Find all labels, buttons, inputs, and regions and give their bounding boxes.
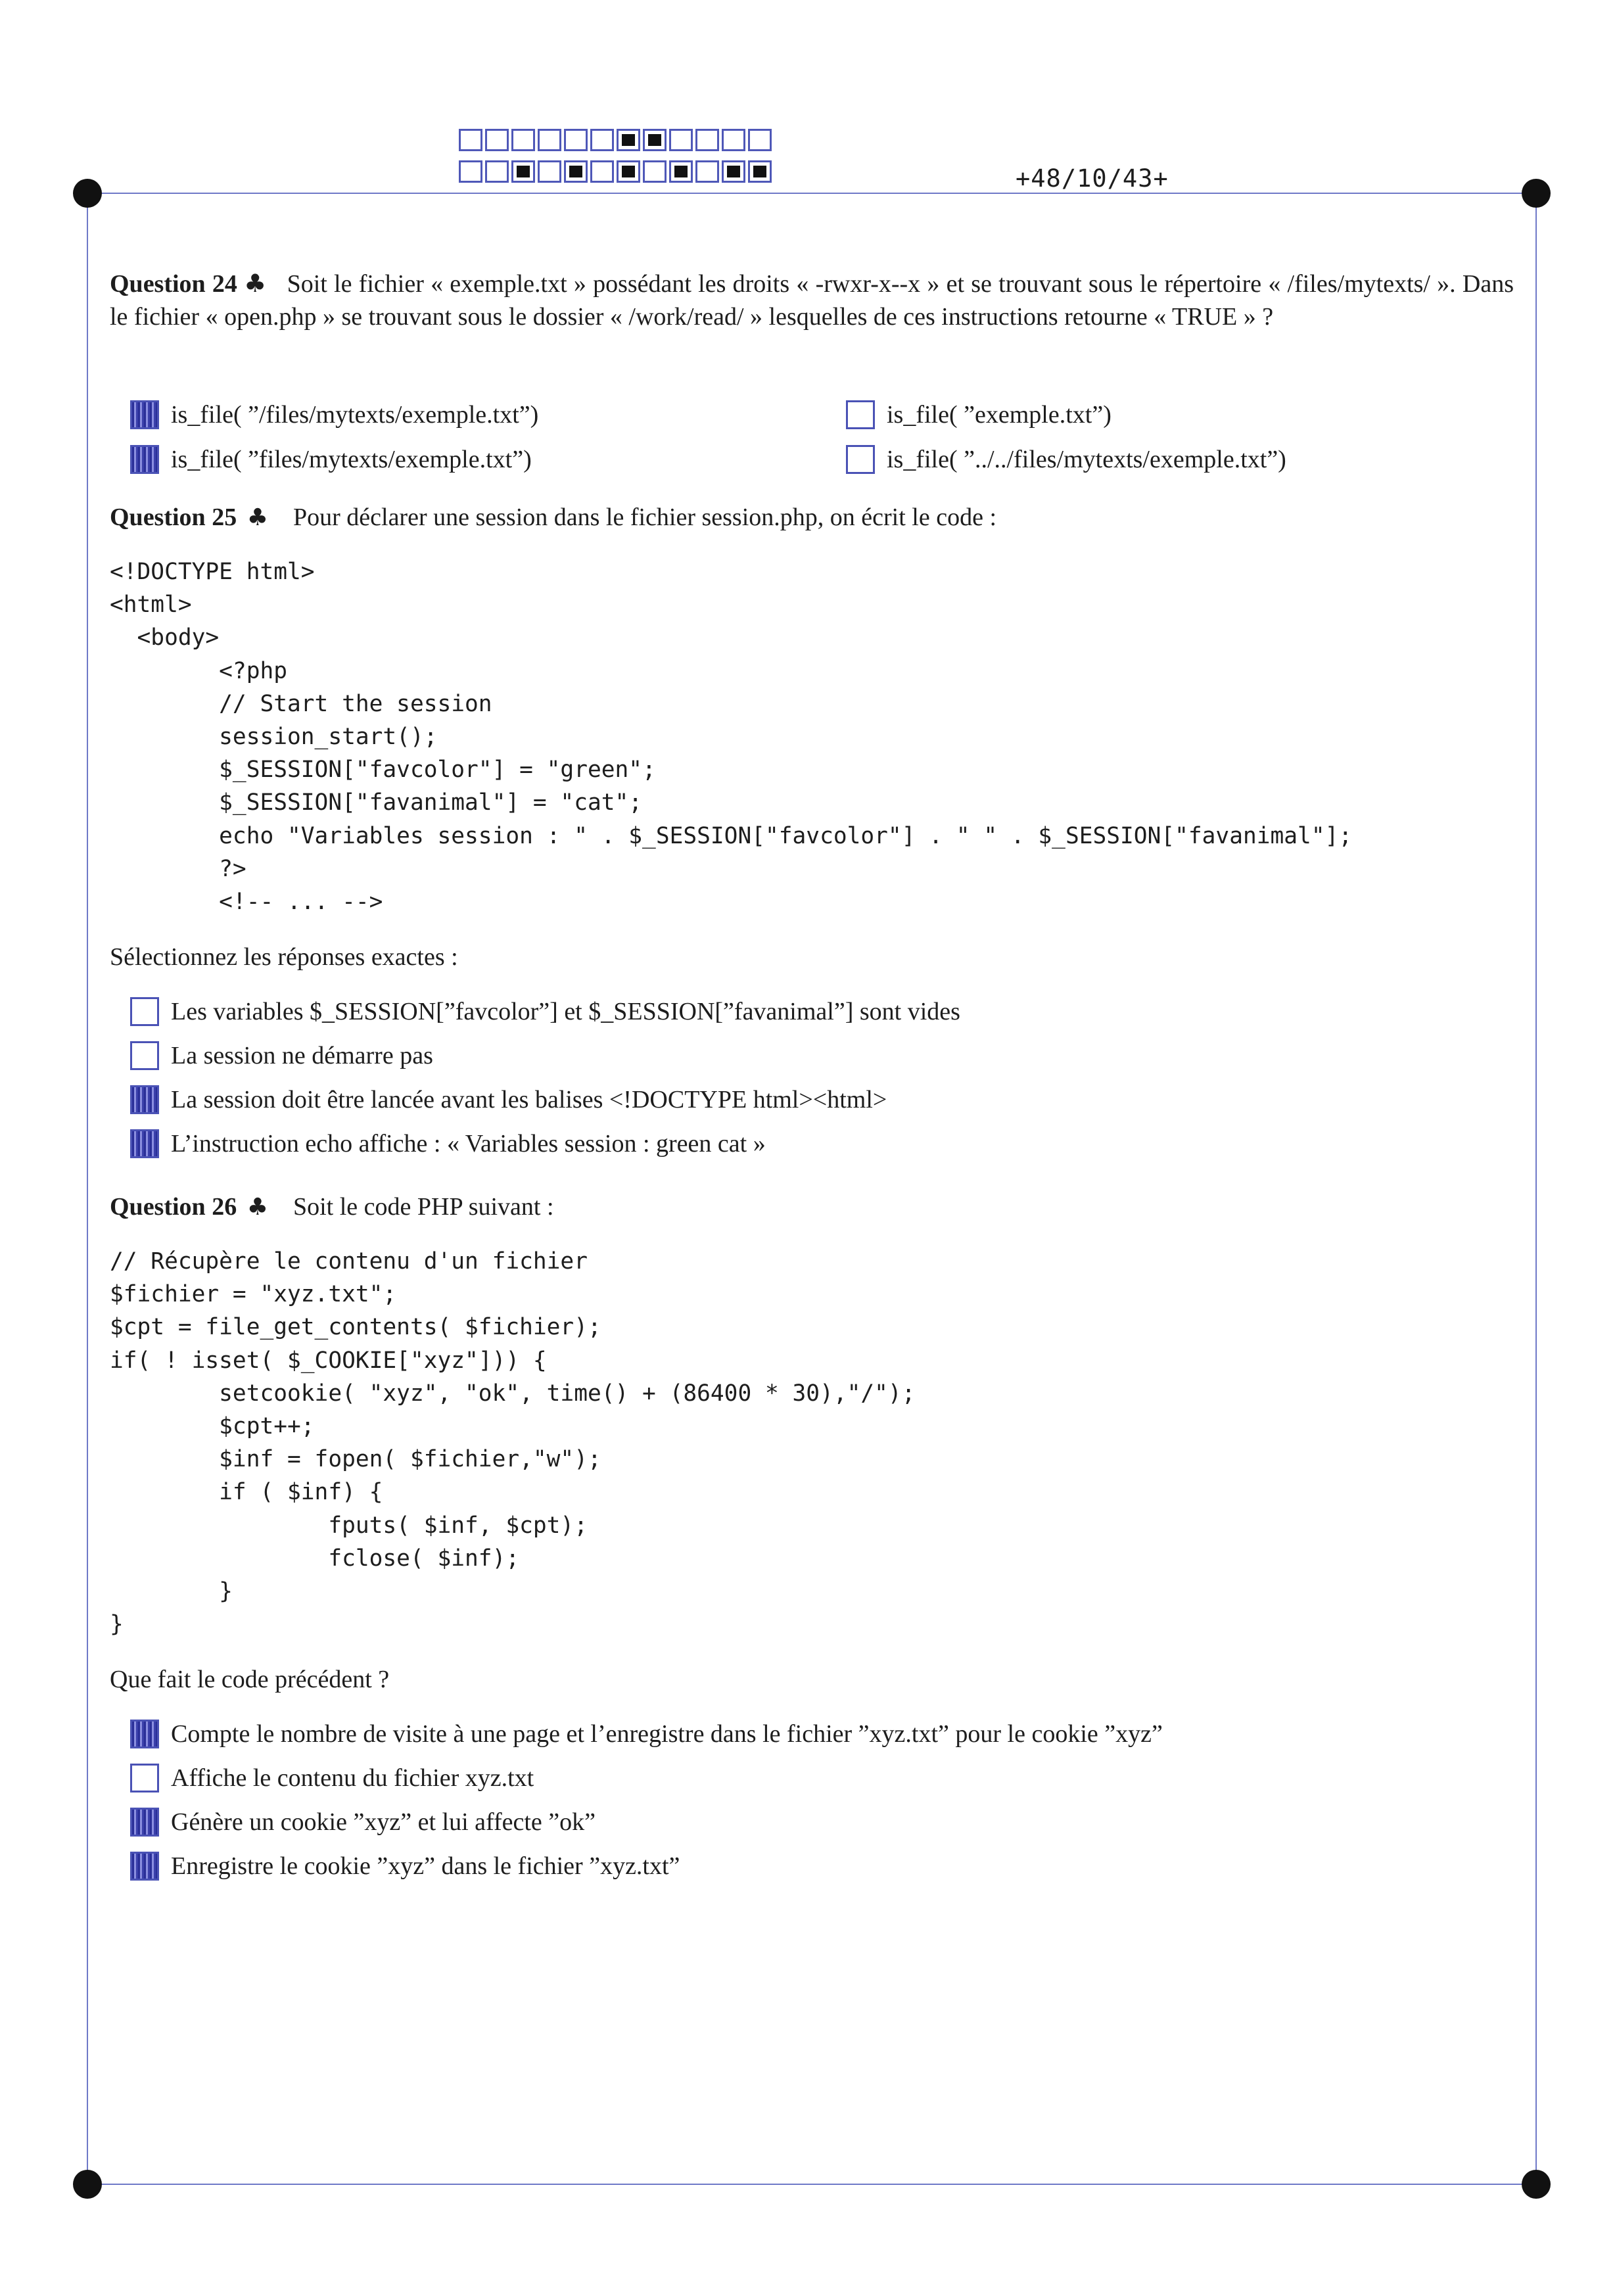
question-25-text: Pour déclarer une session dans le fichier session.php, on écrit le code : [293, 504, 996, 531]
question-24-text: Soit le fichier « exemple.txt » possédant les droits « -rwxr-x--x » et se trouvant sous le répertoire « /files/mytexts/ ». Dans le fichier « open.php » se trouvant sous le dossier « /work/read/ » lesquelles de ces instructions retourne « TRUE » ? [110, 270, 1514, 331]
question-25-heading [110, 501, 996, 534]
corner-mark-bottom-left [73, 2170, 102, 2199]
checkbox[interactable] [130, 1852, 159, 1881]
barcode-cell [722, 129, 745, 151]
checkbox[interactable] [130, 1129, 159, 1158]
barcode-cell [459, 129, 482, 151]
checkbox[interactable] [130, 400, 159, 429]
q25-option-3[interactable] [130, 1083, 887, 1116]
q26-option-1[interactable] [130, 1718, 1163, 1750]
q24-option-1[interactable] [130, 398, 538, 431]
question-25-number: Question 25 [110, 504, 237, 531]
barcode-cell [590, 129, 614, 151]
question-24-number: Question 24 [110, 270, 237, 298]
checkbox[interactable] [130, 1720, 159, 1748]
question-26-code: // Récupère le contenu d'un fichier $fichier = "xyz.txt"; $cpt = file_get_contents( $fichier); if( ! isset( $_COOKIE["xyz"])) { setcookie( "xyz", "ok", time() + (86400 * 30),"/"); $cpt++; $inf = fopen( $fichier,"w"); if ( $inf) { fputs( $inf, $cpt); fclose( $inf); } } [110, 1248, 916, 1638]
barcode-cell [617, 129, 640, 151]
barcode-cell [511, 160, 535, 183]
barcode-cell [564, 129, 588, 151]
barcode-cell [748, 129, 772, 151]
q24-option-3[interactable] [130, 443, 532, 476]
barcode-cell [459, 160, 482, 183]
q24-option-2[interactable] [846, 398, 1112, 431]
club-icon: ♣ [246, 1194, 268, 1221]
page-barcode-row-1 [459, 129, 774, 151]
corner-mark-top-right [1522, 179, 1551, 208]
checkbox[interactable] [130, 445, 159, 474]
frame-bottom-line [87, 2184, 1537, 2185]
checkbox[interactable] [130, 1764, 159, 1792]
barcode-cell [643, 129, 667, 151]
barcode-cell [643, 160, 667, 183]
barcode-cell [722, 160, 745, 183]
question-26-heading [110, 1190, 554, 1224]
q26-option-4[interactable] [130, 1850, 680, 1883]
q25-option-2[interactable] [130, 1039, 433, 1072]
checkbox[interactable] [130, 1085, 159, 1114]
checkbox[interactable] [846, 400, 875, 429]
option-label: Génère un cookie ”xyz” et lui affecte ”ok” [171, 1808, 596, 1836]
option-label: is_file( ”/files/mytexts/exemple.txt”) [171, 401, 539, 429]
barcode-cell [695, 129, 719, 151]
q26-option-2[interactable] [130, 1762, 534, 1794]
option-label: Enregistre le cookie ”xyz” dans le fichier ”xyz.txt” [171, 1852, 680, 1880]
question-26-text: Soit le code PHP suivant : [293, 1193, 554, 1221]
option-label: L’instruction echo affiche : « Variables session : green cat » [171, 1130, 766, 1158]
option-label: Affiche le contenu du fichier xyz.txt [171, 1764, 534, 1792]
option-label: is_file( ”exemple.txt”) [887, 401, 1112, 429]
page-id: +48/10/43+ [1016, 164, 1169, 193]
question-25-code: <!DOCTYPE html> <html> <body> <?php // Start the session session_start(); $_SESSION["favcolor"] = "green"; $_SESSION["favanimal"] = "cat"; echo "Variables session : " . $_SESSION["favcolor"] . " " . $_SESSION["favanimal"]; ?> <!-- ... --> [110, 559, 1353, 916]
option-label: Les variables $_SESSION[”favcolor”] et $_SESSION[”favanimal”] sont vides [171, 998, 960, 1025]
barcode-cell [748, 160, 772, 183]
barcode-cell [564, 160, 588, 183]
frame-left-line [87, 193, 88, 2184]
checkbox[interactable] [130, 1041, 159, 1070]
barcode-cell [485, 160, 509, 183]
q26-option-3[interactable] [130, 1806, 596, 1839]
checkbox[interactable] [846, 445, 875, 474]
barcode-cell [538, 160, 561, 183]
barcode-cell [669, 160, 693, 183]
question-24-statement [110, 267, 1514, 333]
question-26-prompt: Que fait le code précédent ? [110, 1666, 390, 1693]
q24-option-4[interactable] [846, 443, 1286, 476]
frame-right-line [1535, 193, 1537, 2184]
option-label: La session ne démarre pas [171, 1042, 433, 1069]
barcode-cell [538, 129, 561, 151]
question-26-number: Question 26 [110, 1193, 237, 1221]
option-label: Compte le nombre de visite à une page et l’enregistre dans le fichier ”xyz.txt” pour le cookie ”xyz” [171, 1720, 1163, 1748]
barcode-cell [511, 129, 535, 151]
corner-mark-bottom-right [1522, 2170, 1551, 2199]
barcode-cell [669, 129, 693, 151]
barcode-cell [695, 160, 719, 183]
q25-option-4[interactable] [130, 1127, 766, 1160]
club-icon: ♣ [246, 504, 268, 531]
barcode-cell [617, 160, 640, 183]
club-icon: ♣ [244, 269, 267, 298]
page-barcode-row-2 [459, 160, 774, 183]
option-label: La session doit être lancée avant les balises <!DOCTYPE html><html> [171, 1086, 887, 1113]
checkbox[interactable] [130, 1808, 159, 1837]
frame-top-line [87, 193, 1537, 194]
option-label: is_file( ”../../files/mytexts/exemple.txt”) [887, 446, 1286, 473]
barcode-cell [485, 129, 509, 151]
option-label: is_file( ”files/mytexts/exemple.txt”) [171, 446, 532, 473]
checkbox[interactable] [130, 997, 159, 1026]
question-25-prompt: Sélectionnez les réponses exactes : [110, 943, 458, 971]
corner-mark-top-left [73, 179, 102, 208]
barcode-cell [590, 160, 614, 183]
q25-option-1[interactable] [130, 995, 960, 1028]
